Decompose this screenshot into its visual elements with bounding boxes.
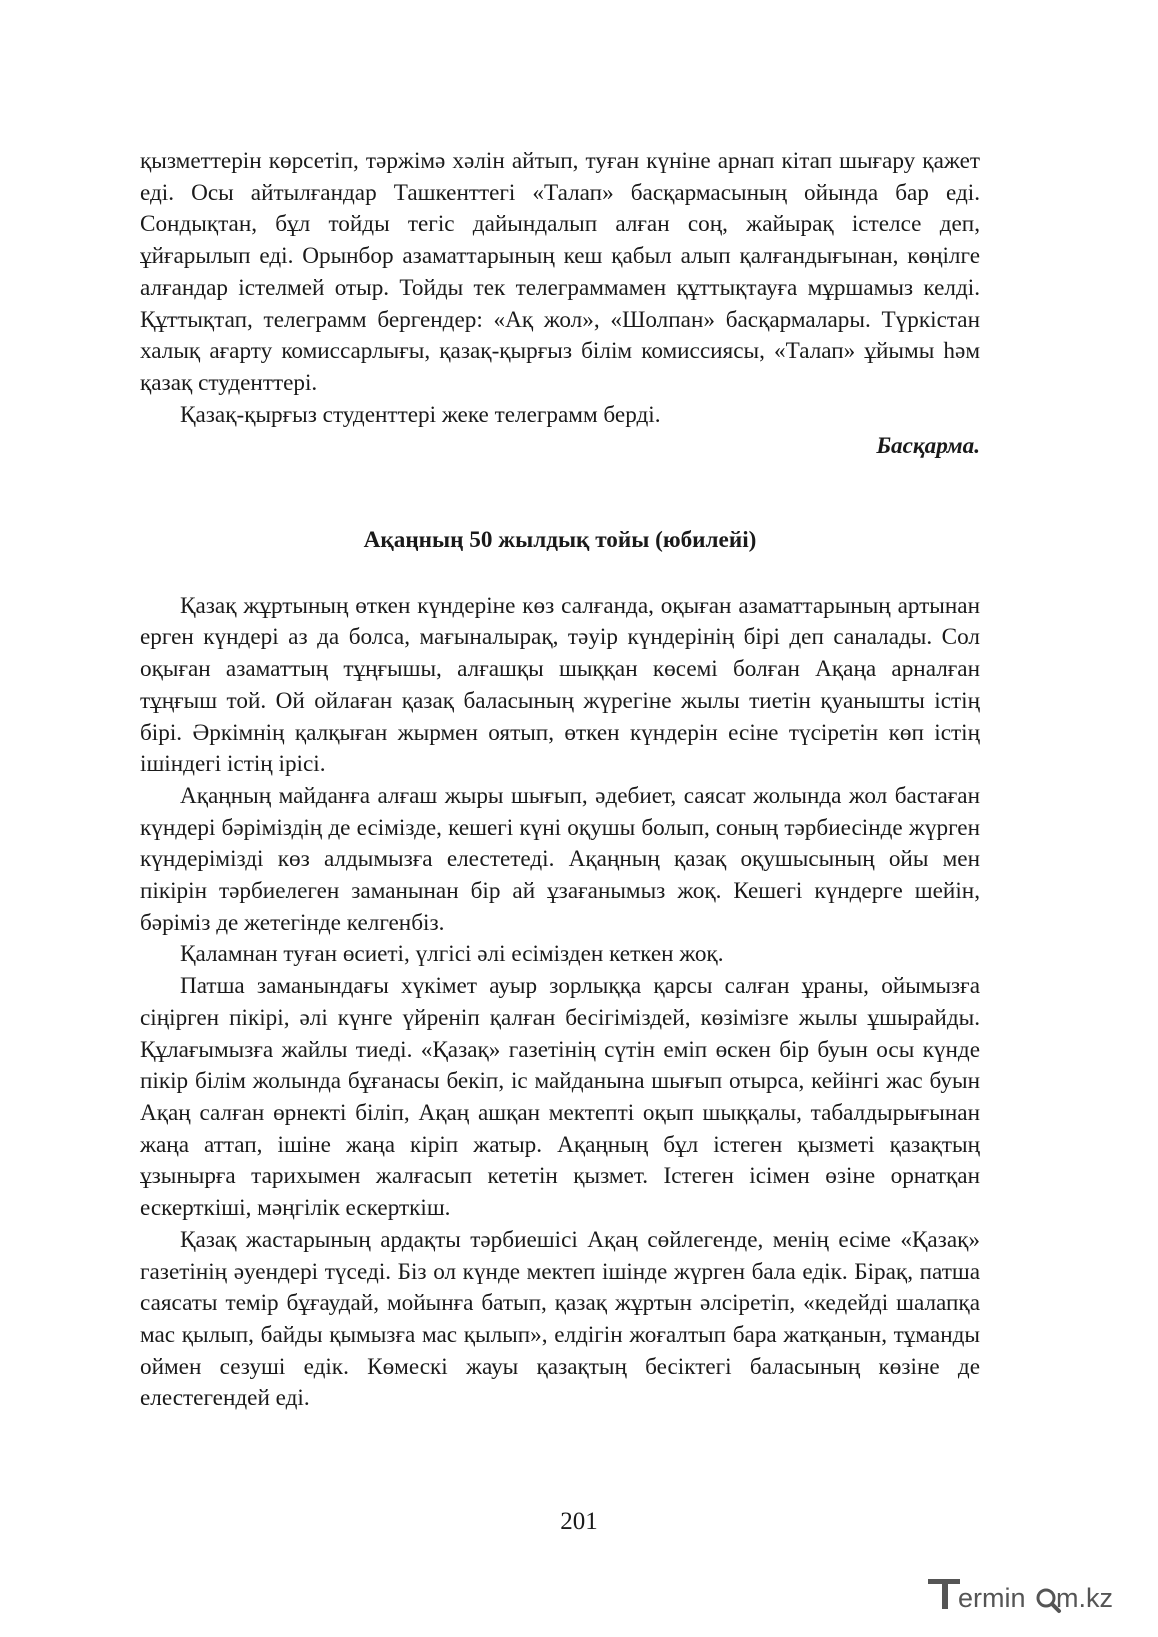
section-heading: Ақаңның 50 жылдық тойы (юбилейі) xyxy=(363,527,757,554)
paragraph: қызметтерін көрсетіп, тәржімә хәлін айтып, туған күніне арнап кітап шығару қажет еді. Осы айтылғандар Ташкенттегі «Талап» басқармасының ойында бар еді. Сондықтан, бұл тойды тегіс дайындалып алған соң, жайырақ істелсе деп, ұйғарылып еді. Орынбор азаматтарының кеш қабыл алып қалғандығынан, көңілге алғандар істелмей отыр. Тойды тек телеграммамен құттықтауға мұршамыз келді. Құттықтап, телеграмм бергендер: «Ақ жол», «Шолпан» басқармалары. Түркістан халық ағарту комиссарлығы, қазақ-қырғыз білім комиссиясы, «Талап» ұйымы һәм қазақ студенттері. xyxy=(140,148,980,396)
signature: Басқарма. xyxy=(876,433,980,460)
logo-text-right: m.kz xyxy=(1056,1583,1113,1613)
paragraph: Қазақ жастарының ардақты тәрбиешісі Ақаң сөйлегенде, менің есіме «Қазақ» газетінің әуендері түседі. Біз ол күнде мектеп ішінде жүрген бала едік. Бірақ, патша саясаты темір бұғаудай, мойынға батып, қазақ жұртын әлсіретіп, «кедейді шалапқа мас қылып, байды қымызға мас қылып», елдігін жоғалтып бара жатқанын, тұманды оймен сезуші едік. Көмескі жауы қазақтың бесіктегі баласының көзіне де елестегендей еді. xyxy=(140,1226,980,1412)
paragraph: Ақаңның майданға алғаш жыры шығып, әдебиет, саясат жолында жол бастаған күндері бәріміздің де есімізде, кешегі күні оқушы болып, соның тәрбиесінде жүрген күндерімізді көз алдымызға елестетеді. Ақаңның қазақ оқушысының ойы мен пікірін тәрбиелеген заманынан бір ай ұзағанымыз жоқ. Кешегі күндерге шейін, бәріміз де жетегінде келгенбіз. xyxy=(140,782,980,936)
paragraph: Патша заманындағы хүкімет ауыр зорлыққа қарсы салған ұраны, ойымызға сіңірген пікірі, әлі күнге үйреніп қалған бесігіміздей, көзімізге жылы ұшырайды. Құлағымызға жайлы тиеді. «Қазақ» газетінің сүтін еміп өскен бір буын осы күнде пікір білім жолында бұғанасы бекіп, іс майданына шығып отырса, кейінгі жас буын Ақаң салған өрнекті біліп, Ақаң ашқан мектепті оқып шыққалы, табалдырығынан жаңа аттап, ішіне жаңа кіріп жатыр. Ақаңның бұл істеген қызметі қазақтың ұзынырға тарихымен жалғасып кететін қызмет. Істеген ісімен өзіне орнатқан ескерткіші, мәңгілік ескерткіш. xyxy=(140,973,980,1222)
page-content xyxy=(140,146,980,1415)
termincom-logo-graphic xyxy=(928,1573,1124,1619)
paragraph: Қаламнан туған өсиеті, үлгісі әлі есімізден кеткен жоқ. xyxy=(180,941,724,968)
paragraph: Қазақ-қырғыз студенттері жеке телеграмм берді. xyxy=(180,401,661,428)
page-number: 201 xyxy=(560,1508,598,1535)
termincom-logo xyxy=(928,1573,1124,1619)
paragraph: Қазақ жұртының өткен күндеріне көз салғанда, оқыған азаматтарының артынан ерген күндері аз да болса, мағыналырақ, тәуір күндерінің бірі деп саналады. Сол оқыған азаматтың тұңғышы, алғашқы шыққан көсемі болған Ақаңа арналған тұңғыш той. Ой ойлаған қазақ баласының жүрегіне жылы тиетін қуанышты істің бірі. Әркімнің қалқыған жырмен оятып, өткен күндерін есіне түсіретін көп істің ішіндегі істің ірісі. xyxy=(140,592,980,778)
logo-text-left: ermin xyxy=(958,1583,1026,1613)
